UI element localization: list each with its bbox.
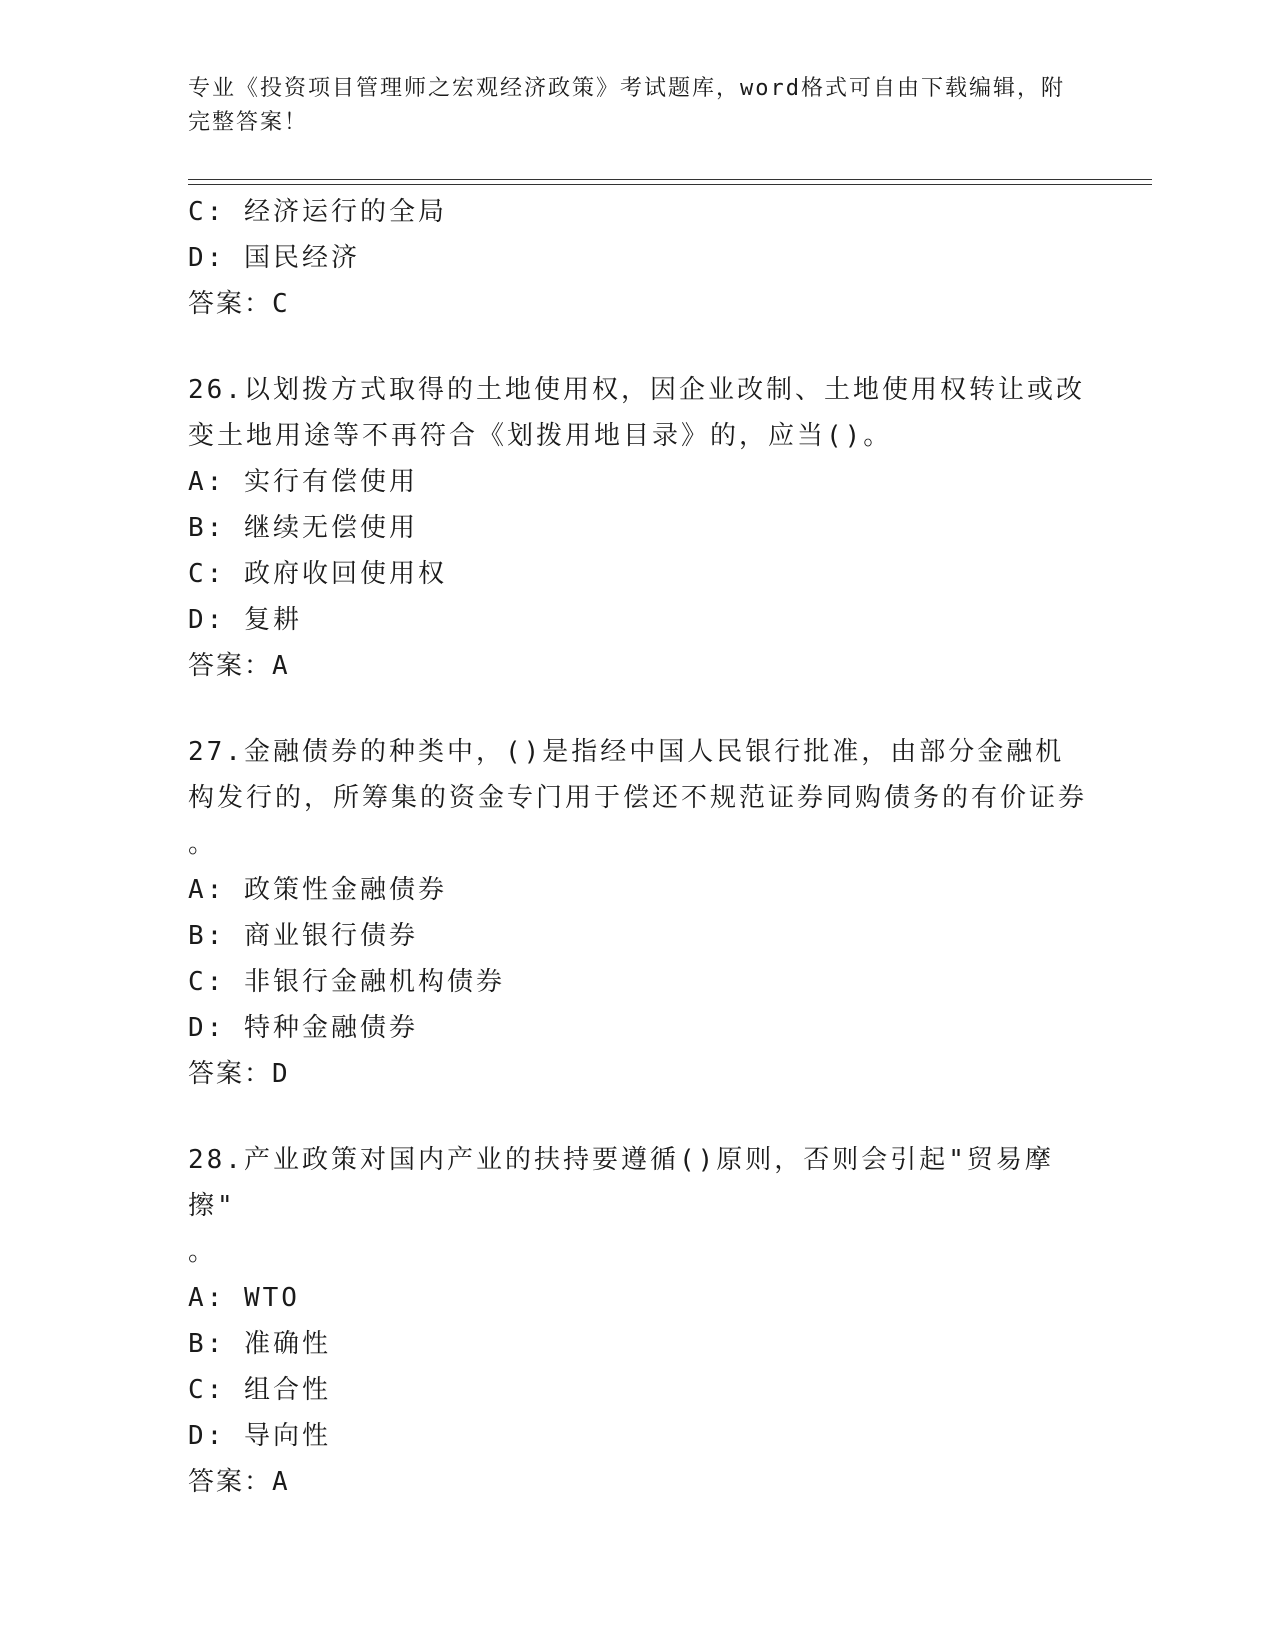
answer-line — [188, 1459, 1088, 1505]
option-label: A: — [188, 875, 226, 905]
option-d — [188, 597, 1088, 643]
answer-value: D — [272, 1059, 289, 1089]
option-label: A: — [188, 467, 226, 497]
option-text: 经济运行的全局 — [243, 197, 447, 227]
question-28 — [188, 1137, 1088, 1505]
question-stem-end: 。 — [188, 829, 218, 859]
answer-line — [188, 1051, 1088, 1097]
option-d — [188, 1413, 1088, 1459]
answer-label: 答案： — [188, 1467, 273, 1497]
option-b — [188, 1321, 1088, 1367]
option-d — [188, 235, 1088, 281]
option-label: D: — [188, 1421, 226, 1451]
answer-value: C — [272, 289, 289, 319]
option-c — [188, 959, 1088, 1005]
option-text: 政府收回使用权 — [243, 559, 447, 589]
question-stem: 28.产业政策对国内产业的扶持要遵循()原则，否则会引起"贸易摩擦" — [188, 1145, 1054, 1221]
option-text: WTO — [243, 1283, 300, 1313]
question-stem: 27.金融债券的种类中，()是指经中国人民银行批准，由部分金融机构发行的，所筹集的资金专门用于偿还不规范证券同购债务的有价证券 — [188, 737, 1088, 813]
document-header — [188, 72, 1068, 140]
answer-label: 答案： — [188, 1059, 273, 1089]
answer-value: A — [272, 1467, 289, 1497]
question-27 — [188, 729, 1088, 1097]
option-text: 实行有偿使用 — [243, 467, 418, 497]
option-text: 复耕 — [243, 605, 302, 635]
answer-value: A — [272, 651, 289, 681]
option-label: B: — [188, 513, 226, 543]
option-text: 政策性金融债券 — [243, 875, 447, 905]
option-text: 导向性 — [243, 1421, 331, 1451]
option-label: C: — [188, 559, 226, 589]
question-26 — [188, 367, 1088, 689]
option-text: 商业银行债券 — [243, 921, 418, 951]
option-text: 准确性 — [243, 1329, 331, 1359]
question-stem-end: 。 — [188, 1237, 218, 1267]
option-label: C: — [188, 1375, 226, 1405]
option-label: C: — [188, 197, 226, 227]
option-label: B: — [188, 1329, 226, 1359]
option-c — [188, 551, 1088, 597]
option-label: B: — [188, 921, 226, 951]
option-a — [188, 867, 1088, 913]
question-continuation — [188, 189, 1088, 327]
option-label: A: — [188, 1283, 226, 1313]
header-text: 专业《投资项目管理师之宏观经济政策》考试题库，word格式可自由下载编辑，附完整答案！ — [188, 76, 1065, 135]
option-text: 组合性 — [243, 1375, 331, 1405]
option-a — [188, 1275, 1088, 1321]
option-d — [188, 1005, 1088, 1051]
option-text: 特种金融债券 — [243, 1013, 418, 1043]
question-stem: 26.以划拨方式取得的土地使用权，因企业改制、土地使用权转让或改变土地用途等不再符合《划拨用地目录》的，应当()。 — [188, 375, 1085, 451]
option-c — [188, 1367, 1088, 1413]
answer-label: 答案： — [188, 289, 273, 319]
option-b — [188, 913, 1088, 959]
option-text: 继续无偿使用 — [243, 513, 418, 543]
answer-line — [188, 643, 1088, 689]
option-a — [188, 459, 1088, 505]
option-label: D: — [188, 605, 226, 635]
option-label: D: — [188, 1013, 226, 1043]
option-label: C: — [188, 967, 226, 997]
answer-line — [188, 281, 1088, 327]
option-label: D: — [188, 243, 226, 273]
option-c — [188, 189, 1088, 235]
option-text: 国民经济 — [243, 243, 360, 273]
option-text: 非银行金融机构债券 — [243, 967, 505, 997]
option-b — [188, 505, 1088, 551]
header-rule-top — [188, 179, 1152, 180]
header-rule-bottom — [188, 184, 1152, 185]
question-content — [188, 189, 1088, 1505]
answer-label: 答案： — [188, 651, 273, 681]
